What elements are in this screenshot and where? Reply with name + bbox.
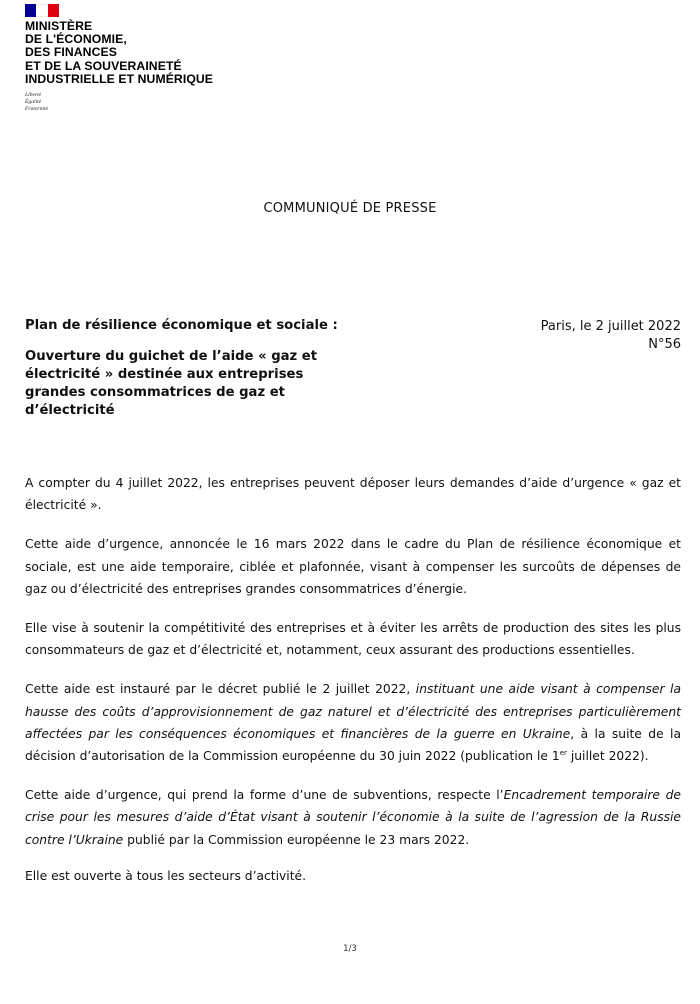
text-run: , à la suite de la décision d’autorisation de la Commission européenne du 30 juin 2022 (publication le 1	[25, 726, 681, 764]
french-flag-icon	[25, 4, 59, 17]
paragraph	[25, 678, 681, 767]
document-type: COMMUNIQUÉ DE PRESSE	[263, 201, 437, 216]
superscript: er	[559, 749, 567, 758]
motto-line: Fraternité	[25, 106, 48, 113]
text-run: publié par la Commission européenne le 23 mars 2022.	[123, 832, 470, 847]
ministry-line: ET DE LA SOUVERAINETÉ	[25, 58, 182, 73]
republic-motto	[25, 92, 213, 114]
date-block	[541, 318, 681, 354]
page-number: 1/3	[343, 944, 357, 954]
release-number: N°56	[648, 337, 681, 352]
text-run: juillet 2022).	[566, 749, 649, 764]
headline-subtitle: Ouverture du guichet de l’aide « gaz et électricité » destinée aux entreprises grandes consommatrices de gaz et d’électricité	[25, 349, 318, 418]
release-date: Paris, le 2 juillet 2022	[540, 319, 681, 334]
paragraph: Cette aide d’urgence, annoncée le 16 mars 2022 dans le cadre du Plan de résilience économique et sociale, est une aide temporaire, ciblée et plafonnée, visant à compenser les surcoûts de dépenses de gaz ou d’électricité des entreprises grandes consommatrices d’énergie.	[25, 537, 681, 596]
ministry-logo	[25, 4, 213, 114]
ministry-line: DE L'ÉCONOMIE,	[25, 32, 127, 47]
paragraph: A compter du 4 juillet 2022, les entreprises peuvent déposer leurs demandes d’aide d’urgence « gaz et électricité ».	[25, 476, 681, 513]
ministry-line: DES FINANCES	[25, 45, 117, 60]
headline	[25, 318, 355, 420]
text-run: Cette aide d’urgence, qui prend la forme d’une de subventions, respecte l’	[25, 788, 504, 803]
paragraph: Elle vise à soutenir la compétitivité des entreprises et à éviter les arrêts de production des sites les plus consommateurs de gaz et d’électricité et, notamment, ceux assurant des productions essentielles.	[25, 621, 681, 658]
text-run: Cette aide est instauré par le décret publié le 2 juillet 2022,	[25, 682, 416, 697]
ministry-line: MINISTÈRE	[25, 19, 93, 33]
motto-line: Liberté	[25, 92, 42, 99]
headline-title: Plan de résilience économique et sociale :	[25, 318, 338, 333]
press-release-body	[25, 472, 681, 904]
ministry-line: INDUSTRIELLE ET NUMÉRIQUE	[25, 71, 214, 86]
paragraph	[25, 784, 681, 851]
decree-title: instituant une aide visant à compenser la hausse des coûts d’approvisionnement de gaz naturel et d’électricité des entreprises particulièrement affectées par les conséquences économiques et financières de la guerre en Ukraine	[25, 682, 681, 741]
framework-title: Encadrement temporaire de crise pour les mesures d’aide d’État visant à soutenir l’économie à la suite de l’agression de la Russie contre l’Ukraine	[25, 788, 681, 847]
motto-line: Égalité	[25, 99, 42, 106]
paragraph: Elle est ouverte à tous les secteurs d’activité.	[25, 868, 307, 883]
ministry-name	[25, 20, 213, 86]
